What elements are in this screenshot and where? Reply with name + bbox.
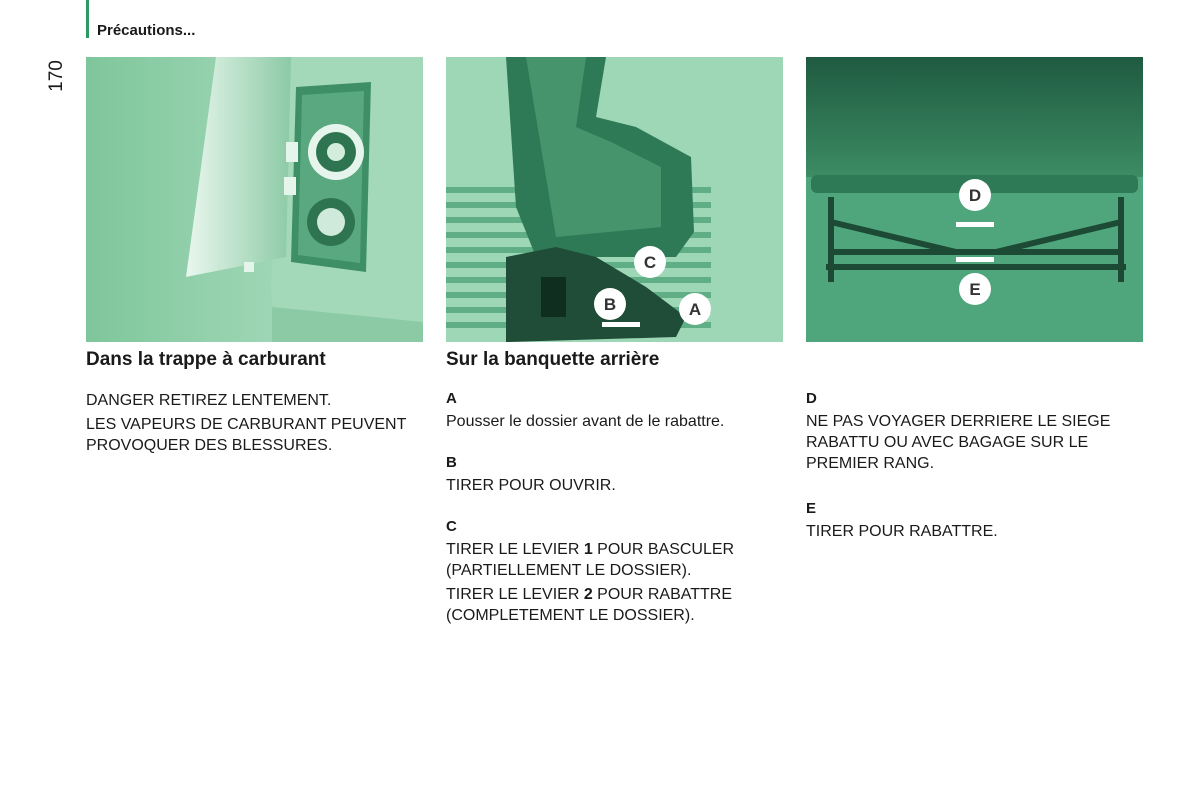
seat-underside-illustration <box>806 57 1143 342</box>
section-title: Précautions... <box>97 22 196 39</box>
fuel-flap-label-illustration <box>86 57 423 342</box>
rear-bench-title: Sur la banquette arrière <box>446 349 660 370</box>
label-b: B <box>446 454 457 471</box>
marker-a: A <box>688 300 702 319</box>
text-d: NE PAS VOYAGER DERRIERE LE SIEGE RABATTU OU AVEC BAGAGE SUR LE PREMIER RANG. <box>806 413 1111 472</box>
fuel-flap-line-1: DANGER RETIREZ LENTEMENT. <box>86 392 332 409</box>
label-d: D <box>806 390 817 407</box>
label-c: C <box>446 518 457 535</box>
text-a: Pousser le dossier avant de le rabattre. <box>446 413 725 430</box>
fuel-flap-line-2: LES VAPEURS DE CARBURANT PEUVENT PROVOQUER DES BLESSURES. <box>86 416 407 454</box>
marker-b: B <box>603 295 617 314</box>
page-number: 170 <box>45 60 67 92</box>
text-b: TIRER POUR OUVRIR. <box>446 477 616 494</box>
marker-d: D <box>968 186 982 205</box>
column-fuel-flap <box>86 346 431 459</box>
text-c-line-1: TIRER LE LEVIER 1 POUR BASCULER (PARTIELLEMENT LE DOSSIER). <box>446 541 735 579</box>
rear-bench-seat-illustration <box>446 57 783 342</box>
fuel-flap-title: Dans la trappe à carburant <box>86 349 326 370</box>
label-e: E <box>806 500 817 517</box>
column-seat-underside <box>806 346 1151 545</box>
marker-c: C <box>643 253 657 272</box>
column-rear-bench <box>446 346 791 629</box>
marker-e: E <box>969 280 981 299</box>
text-c-line-2: TIRER LE LEVIER 2 POUR RABATTRE (COMPLETEMENT LE DOSSIER). <box>446 586 733 624</box>
text-e: TIRER POUR RABATTRE. <box>806 523 998 540</box>
label-a: A <box>446 390 457 407</box>
header-accent-bar <box>86 0 89 38</box>
